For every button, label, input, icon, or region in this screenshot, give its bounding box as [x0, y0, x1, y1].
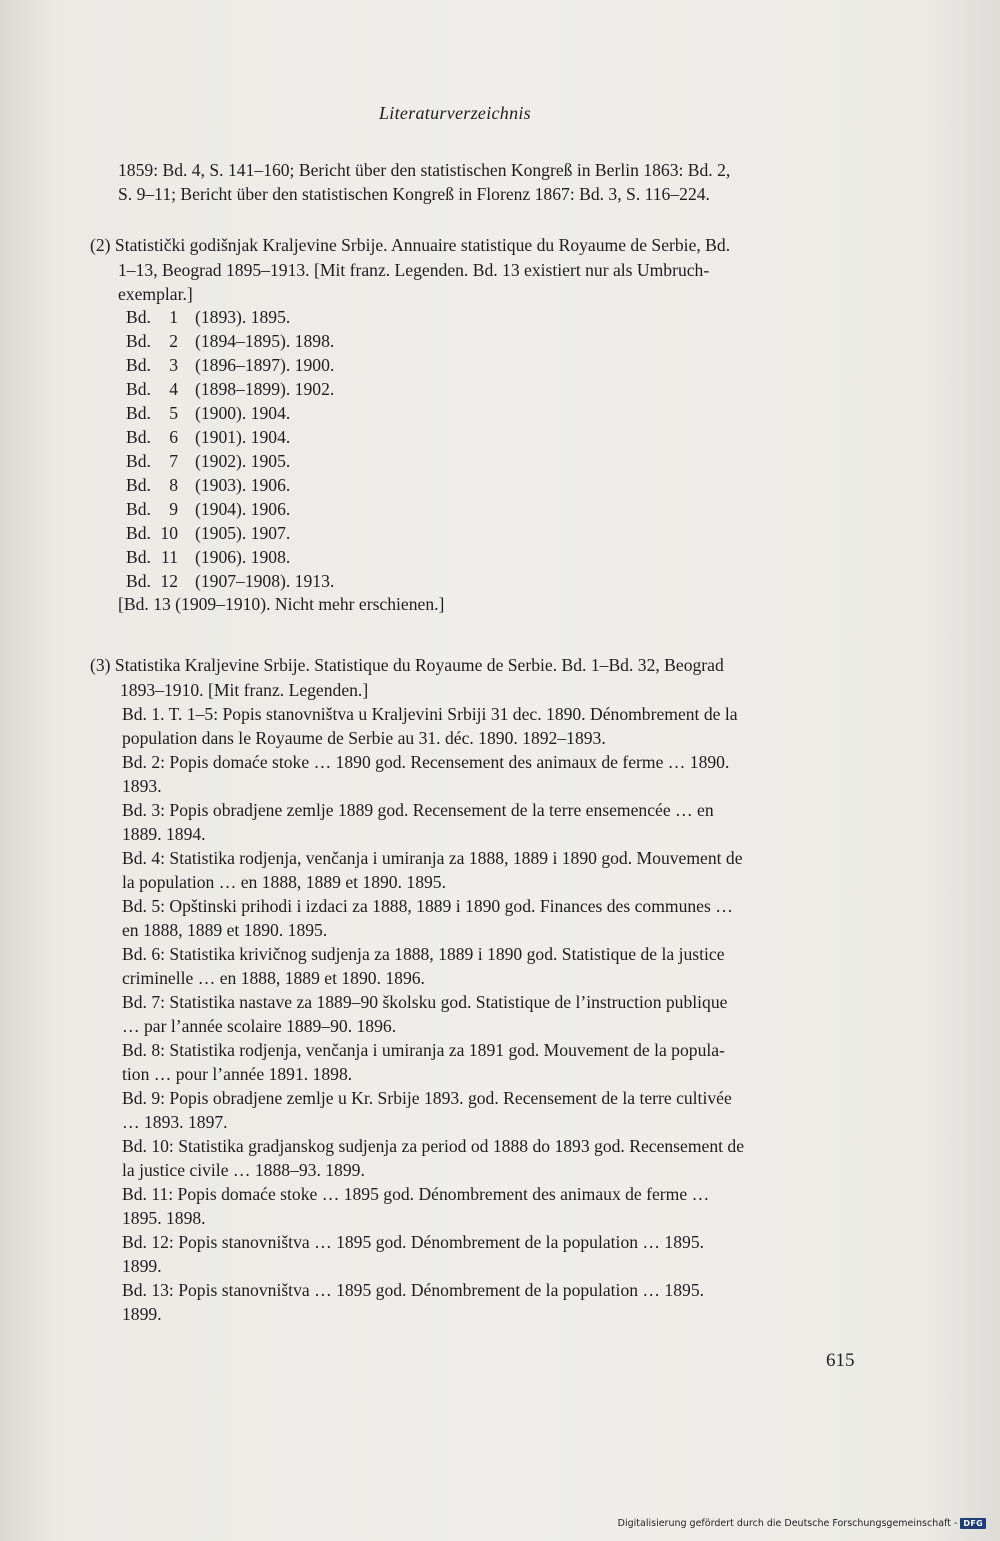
volume-label: Bd. — [126, 355, 151, 375]
volume-label: Bd. — [126, 475, 151, 495]
entry-3-volume-line: 1895. 1898. — [122, 1208, 206, 1228]
volume-label: Bd. — [126, 451, 151, 471]
entry-2-title-line: exemplar.] — [118, 284, 193, 304]
volume-number: 1 — [169, 307, 178, 327]
entry-3-volume-line: Bd. 9: Popis obradjene zemlje u Kr. Srbije 1893. god. Recensement de la terre cultivée — [122, 1088, 732, 1108]
volume-number: 11 — [161, 547, 178, 567]
entry-3-volume-line: … par l’année scolaire 1889–90. 1896. — [122, 1016, 397, 1036]
entry-3-volume-line: 1889. 1894. — [122, 824, 206, 844]
volume-years: (1907–1908). 1913. — [195, 571, 335, 591]
volume-note: [Bd. 13 (1909–1910). Nicht mehr erschienen.] — [118, 594, 445, 614]
volume-years: (1902). 1905. — [195, 451, 291, 471]
entry-3-volume-line: la justice civile … 1888–93. 1899. — [122, 1160, 365, 1180]
volume-years: (1898–1899). 1902. — [195, 379, 335, 399]
volume-number: 6 — [169, 427, 178, 447]
digitization-footer — [618, 1518, 986, 1529]
entry-3-volume-line: Bd. 11: Popis domaće stoke … 1895 god. Dénombrement des animaux de ferme … — [122, 1184, 710, 1204]
continuation-line: S. 9–11; Bericht über den statistischen Kongreß in Florenz 1867: Bd. 3, S. 116–224. — [118, 184, 710, 204]
volume-label: Bd. — [126, 331, 151, 351]
entry-3-volume-line: criminelle … en 1888, 1889 et 1890. 1896. — [122, 968, 425, 988]
volume-number: 2 — [169, 331, 178, 351]
entry-2-title-line: 1–13, Beograd 1895–1913. [Mit franz. Legenden. Bd. 13 existiert nur als Umbruch- — [118, 260, 710, 280]
entry-3-title-line: 1893–1910. [Mit franz. Legenden.] — [120, 680, 369, 700]
volume-years: (1896–1897). 1900. — [195, 355, 335, 375]
entry-3-volume-line: Bd. 2: Popis domaće stoke … 1890 god. Recensement des animaux de ferme … 1890. — [122, 752, 730, 772]
volume-label: Bd. — [126, 523, 151, 543]
volume-number: 5 — [169, 403, 178, 423]
entry-3-volume-line: 1899. — [122, 1304, 162, 1324]
volume-years: (1900). 1904. — [195, 403, 291, 423]
volume-years: (1893). 1895. — [195, 307, 291, 327]
volume-number: 8 — [169, 475, 178, 495]
entry-3-volume-line: tion … pour l’année 1891. 1898. — [122, 1064, 353, 1084]
entry-3-volume-line: Bd. 5: Opštinski prihodi i izdaci za 1888, 1889 i 1890 god. Finances des communes … — [122, 896, 733, 916]
volume-years: (1901). 1904. — [195, 427, 291, 447]
entry-3-volume-line: Bd. 6: Statistika krivičnog sudjenja za 1888, 1889 i 1890 god. Statistique de la justice — [122, 944, 725, 964]
volume-number: 7 — [169, 451, 178, 471]
volume-label: Bd. — [126, 571, 151, 591]
volume-number: 10 — [160, 523, 178, 543]
entry-2-title-line: (2) Statistički godišnjak Kraljevine Srbije. Annuaire statistique du Royaume de Serbie, Bd. — [90, 235, 731, 255]
volume-years: (1903). 1906. — [195, 475, 291, 495]
entry-3-volume-line: Bd. 3: Popis obradjene zemlje 1889 god. Recensement de la terre ensemencée … en — [122, 800, 714, 820]
entry-3-volume-line: Bd. 8: Statistika rodjenja, venčanja i umiranja za 1891 god. Mouvement de la popula- — [122, 1040, 725, 1060]
entry-3-volume-line: 1899. — [122, 1256, 162, 1276]
volume-label: Bd. — [126, 499, 151, 519]
footer-text: Digitalisierung gefördert durch die Deutsche Forschungsgemeinschaft - — [617, 1518, 958, 1529]
entry-3-volume-line: Bd. 7: Statistika nastave za 1889–90 školsku god. Statistique de l’instruction publique — [122, 992, 728, 1012]
dfg-logo: DFG — [960, 1518, 986, 1529]
volume-label: Bd. — [126, 307, 151, 327]
page-number: 615 — [826, 1350, 855, 1371]
entry-3-volume-line: Bd. 10: Statistika gradjanskog sudjenja za period od 1888 do 1893 god. Recensement de — [122, 1136, 745, 1156]
volume-label: Bd. — [126, 427, 151, 447]
continuation-line: 1859: Bd. 4, S. 141–160; Bericht über den statistischen Kongreß in Berlin 1863: Bd. 2, — [118, 160, 731, 180]
volume-number: 12 — [160, 571, 178, 591]
volume-years: (1904). 1906. — [195, 499, 291, 519]
volume-years: (1905). 1907. — [195, 523, 291, 543]
entry-3-volume-line: Bd. 13: Popis stanovništva … 1895 god. Dénombrement de la population … 1895. — [122, 1280, 705, 1300]
volume-number: 4 — [169, 379, 178, 399]
volume-number: 9 — [169, 499, 178, 519]
volume-label: Bd. — [126, 379, 151, 399]
entry-3-volume-line: la population … en 1888, 1889 et 1890. 1895. — [122, 872, 446, 892]
volume-years: (1894–1895). 1898. — [195, 331, 335, 351]
volume-number: 3 — [169, 355, 178, 375]
volume-years: (1906). 1908. — [195, 547, 291, 567]
volume-label: Bd. — [126, 547, 151, 567]
entry-3-volume-line: 1893. — [122, 776, 162, 796]
entry-3-volume-line: … 1893. 1897. — [122, 1112, 228, 1132]
entry-3-volume-line: population dans le Royaume de Serbie au 31. déc. 1890. 1892–1893. — [122, 728, 606, 748]
entry-3-volume-line: Bd. 12: Popis stanovništva … 1895 god. Dénombrement de la population … 1895. — [122, 1232, 705, 1252]
entry-3-title-line: (3) Statistika Kraljevine Srbije. Statistique du Royaume de Serbie. Bd. 1–Bd. 32, Beograd — [90, 655, 724, 675]
entry-3-volume-line: Bd. 4: Statistika rodjenja, venčanja i umiranja za 1888, 1889 i 1890 god. Mouvement de — [122, 848, 743, 868]
running-header: Literaturverzeichnis — [379, 103, 531, 123]
entry-3-volume-line: Bd. 1. T. 1–5: Popis stanovništva u Kraljevini Srbiji 31 dec. 1890. Dénombrement de la — [122, 704, 738, 724]
entry-3-volume-line: en 1888, 1889 et 1890. 1895. — [122, 920, 328, 940]
volume-label: Bd. — [126, 403, 151, 423]
